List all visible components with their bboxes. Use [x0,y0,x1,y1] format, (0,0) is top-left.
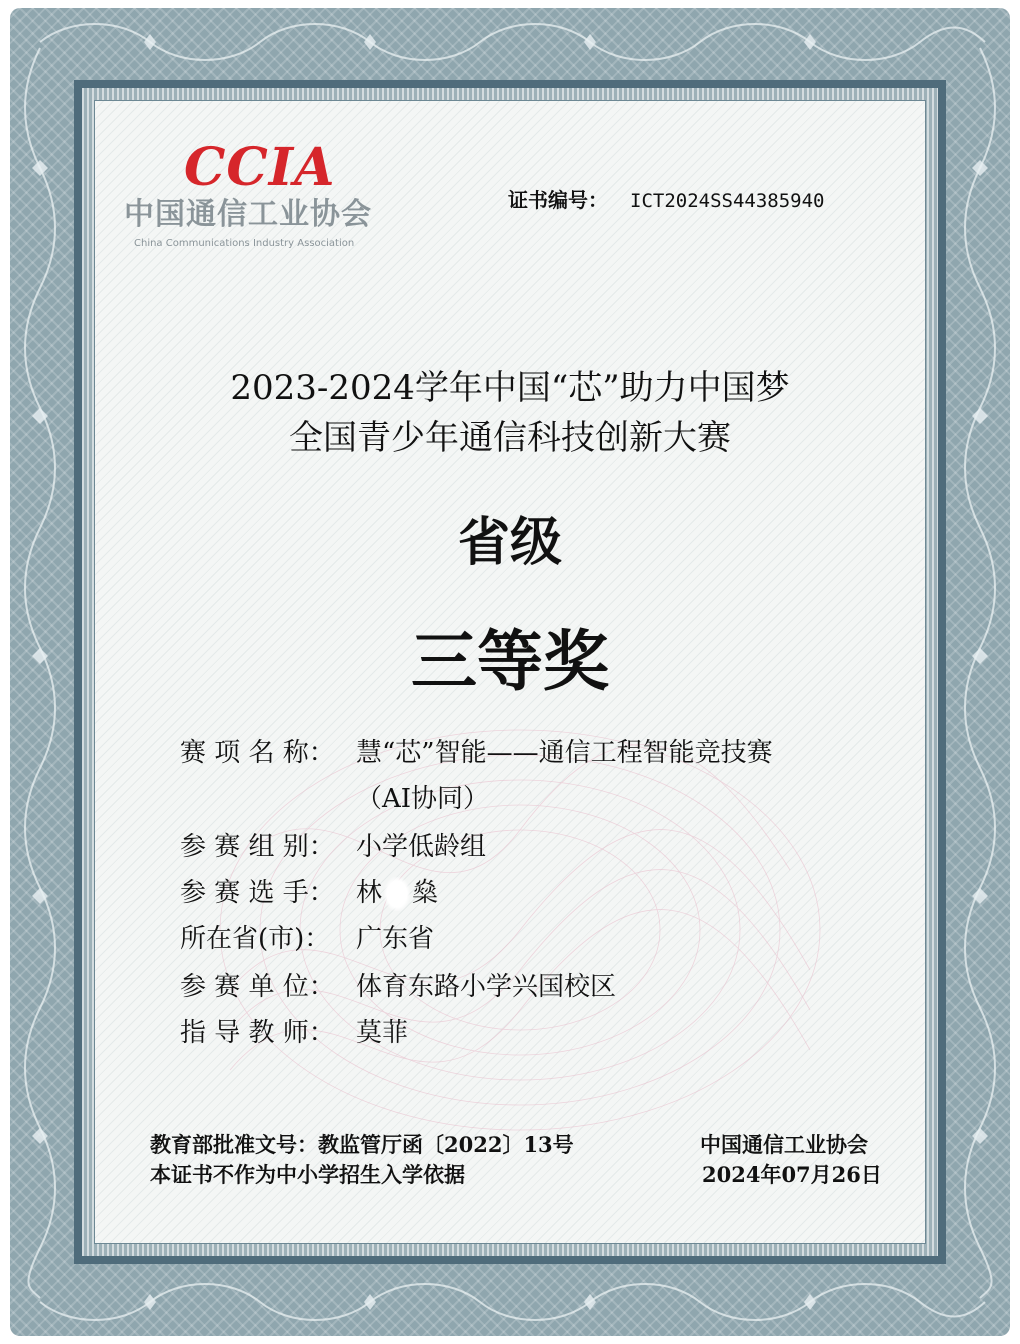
ccia-logo-mark: CCIA [184,137,336,198]
award-name: 三等奖 [411,622,609,700]
player-name-last: 燊 [412,878,439,908]
field-event-value: 慧“芯”智能——通信工程智能竞技赛 [356,738,773,768]
field-event-value-continued: （AI协同） [356,784,490,814]
field-teacher [180,1016,408,1050]
field-event-label: 赛 项 名 称： [180,738,335,768]
issuer-name: 中国通信工业协会 [699,1132,868,1157]
field-unit-label: 参 赛 单 位： [180,972,335,1002]
field-player [180,876,438,911]
field-province-value: 广东省 [356,924,435,954]
issue-date: 2024年07月26日 [702,1162,882,1187]
certificate-number-value: ICT2024SS44385940 [630,190,825,212]
title-line-2: 全国青少年通信科技创新大赛 [289,418,731,458]
field-unit-value: 体育东路小学兴国校区 [356,972,617,1002]
field-group [180,830,486,864]
redaction-mark [384,877,410,911]
ccia-logo-chinese: 中国通信工业协会 [124,197,372,232]
field-player-label: 参 赛 选 手： [180,878,335,908]
certificate-number-label: 证书编号： [508,188,608,212]
field-group-label: 参 赛 组 别： [180,832,335,862]
issuer-signature [686,1130,882,1190]
certificate-number [508,184,824,213]
field-province-label: 所在省(市)： [180,924,331,954]
field-province [180,922,434,956]
player-name-first: 林 [356,878,383,908]
field-player-value [356,876,438,911]
field-teacher-label: 指 导 教 师： [180,1018,335,1048]
award-level: 省级 [457,512,562,573]
title-line-1: 2023-2024学年中国“芯”助力中国梦 [230,368,790,408]
field-event [180,736,773,770]
ccia-logo [122,137,382,260]
approval-number: 教育部批准文号：教监管厅函〔2022〕13号 [150,1132,574,1157]
ccia-logo-english: China Communications Industry Association [134,238,355,249]
footer-notes [150,1130,574,1190]
field-group-value: 小学低龄组 [356,832,487,862]
field-teacher-value: 莫菲 [356,1018,409,1048]
field-unit [180,970,616,1004]
usage-disclaimer: 本证书不作为中小学招生入学依据 [150,1162,465,1187]
